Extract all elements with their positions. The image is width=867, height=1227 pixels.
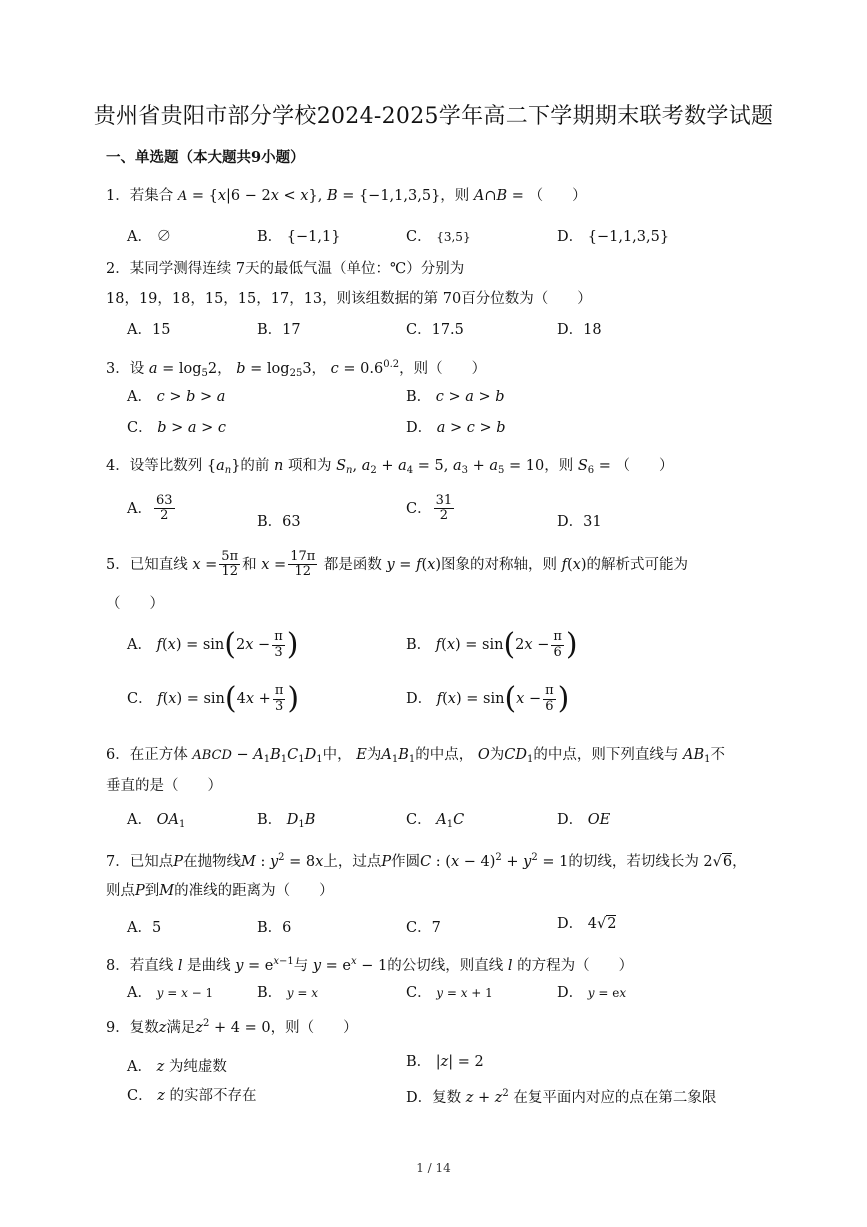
- q3-option-c[interactable]: C． b > a > c: [127, 420, 227, 436]
- q7-option-a[interactable]: A．5: [127, 920, 162, 936]
- q1-option-d[interactable]: D． {−1,1,3,5}: [557, 229, 670, 245]
- question-7: 7．已知点P在抛物线M : $y^2 = 8x$上，过点P作圆C : $(x - 4)^2 + y^2 = 1$的切线，若切线长为 2√6，: [106, 852, 747, 870]
- q1-option-b[interactable]: B． {−1,1}: [257, 229, 341, 245]
- question-9: 9．复数z满足$z^2 + 4 = 0$，则（ ）: [106, 1018, 358, 1036]
- q3-option-a[interactable]: A． c > b > a: [127, 389, 226, 405]
- q8-option-b[interactable]: B． y = x: [257, 985, 319, 1001]
- q4-option-a[interactable]: A． $\frac{63}{2}$: [127, 493, 173, 524]
- q5-option-a[interactable]: A． f(x) = sin(2x − $\frac{\pi}{3}$ ): [127, 627, 299, 662]
- q5-option-d[interactable]: D． f(x) = sin(x − $\frac{\pi}{6}$ ): [406, 681, 570, 716]
- q2-option-a[interactable]: A．15: [127, 322, 171, 338]
- question-2-line-2: 18，19，18，15，15，17，13，则该组数据的第 70百分位数为（ ）: [106, 291, 592, 307]
- q7-option-b[interactable]: B．6: [257, 920, 292, 936]
- q2-option-d[interactable]: D．18: [557, 322, 602, 338]
- q3-option-b[interactable]: B． c > a > b: [406, 389, 505, 405]
- question-2-line-1: 2．某同学测得连续 7天的最低气温（单位：℃）分别为: [106, 261, 465, 277]
- q8-option-a[interactable]: A． y = x − 1: [127, 985, 214, 1001]
- q4-option-d[interactable]: D．31: [557, 514, 602, 530]
- q9-option-a[interactable]: A． z 为纯虚数: [127, 1059, 227, 1075]
- page-number: 1 / 14: [416, 1161, 451, 1175]
- q9-option-b[interactable]: B． |z| = 2: [406, 1054, 484, 1070]
- question-8: 8．若直线 l 是曲线 $y = e^{x-1}$与 $y = e^x - 1$的公切线，则直线 l 的方程为（ ）: [106, 956, 634, 974]
- question-6-line-2: 垂直的是（ ）: [106, 778, 222, 794]
- question-4: 4．设等比数列 $\{a_n\}$的前 n 项和为 $S_n$, $a_2 + a_4 = 5$, $a_3 + a_5 = 10$，则 $S_6$ = （ ）: [106, 458, 674, 476]
- q5-option-c[interactable]: C． f(x) = sin(4x + $\frac{\pi}{3}$ ): [127, 681, 300, 716]
- q4-option-b[interactable]: B．63: [257, 514, 301, 530]
- q3-option-d[interactable]: D． a > c > b: [406, 420, 506, 436]
- section-heading: 一、单选题（本大题共9小题）: [106, 149, 305, 166]
- question-6: 6．在正方体 ABCD − $A_1B_1C_1D_1$中， E为$A_1B_1$的中点， O为$CD_1$的中点，则下列直线与 $AB_1$不: [106, 747, 725, 765]
- q9-option-c[interactable]: C． z 的实部不存在: [127, 1088, 257, 1104]
- q2-option-b[interactable]: B．17: [257, 322, 301, 338]
- q6-option-a[interactable]: A． $OA_1$: [127, 812, 186, 830]
- q1-option-a[interactable]: A． ∅: [127, 229, 172, 245]
- question-5: 5．已知直线 x = $\frac{5\pi}{12}$ 和 x = $\frac{17\pi}{12}$ 都是函数 y = f(x)图象的对称轴，则 f(x)的解析式可能为: [106, 549, 688, 580]
- page-title: 贵州省贵阳市部分学校2024-2025学年高二下学期期末联考数学试题: [93, 104, 774, 129]
- q8-option-d[interactable]: D． y = ex: [557, 985, 627, 1001]
- q4-option-c[interactable]: C． $\frac{31}{2}$: [406, 493, 453, 524]
- q6-option-b[interactable]: B． $D_1B$: [257, 812, 316, 830]
- q7-option-c[interactable]: C．7: [406, 920, 441, 936]
- question-5-line-2: （ ）: [106, 596, 164, 612]
- q7-option-d[interactable]: D． 4√2: [557, 916, 617, 932]
- q8-option-c[interactable]: C． y = x + 1: [406, 985, 493, 1001]
- question-7-line-2: 则点P到M的准线的距离为（ ）: [106, 883, 334, 899]
- question-1: 1．若集合 A = {x|6 − 2x < x}, B = {−1,1,3,5}，则 A∩B = （ ）: [106, 188, 587, 204]
- q2-option-c[interactable]: C．17.5: [406, 322, 464, 338]
- q6-option-c[interactable]: C． $A_1C$: [406, 812, 465, 830]
- q6-option-d[interactable]: D． OE: [557, 812, 611, 828]
- q9-option-d[interactable]: D．复数 $z + z^2$ 在复平面内对应的点在第二象限: [406, 1088, 717, 1106]
- q5-option-b[interactable]: B． f(x) = sin(2x − $\frac{\pi}{6}$ ): [406, 627, 578, 662]
- question-3: 3．设 $a = \log_52$， $b = \log_{25}3$， $c = 0.6^{0.2}$，则（ ）: [106, 359, 487, 379]
- q1-option-c[interactable]: C． {3,5}: [406, 229, 471, 245]
